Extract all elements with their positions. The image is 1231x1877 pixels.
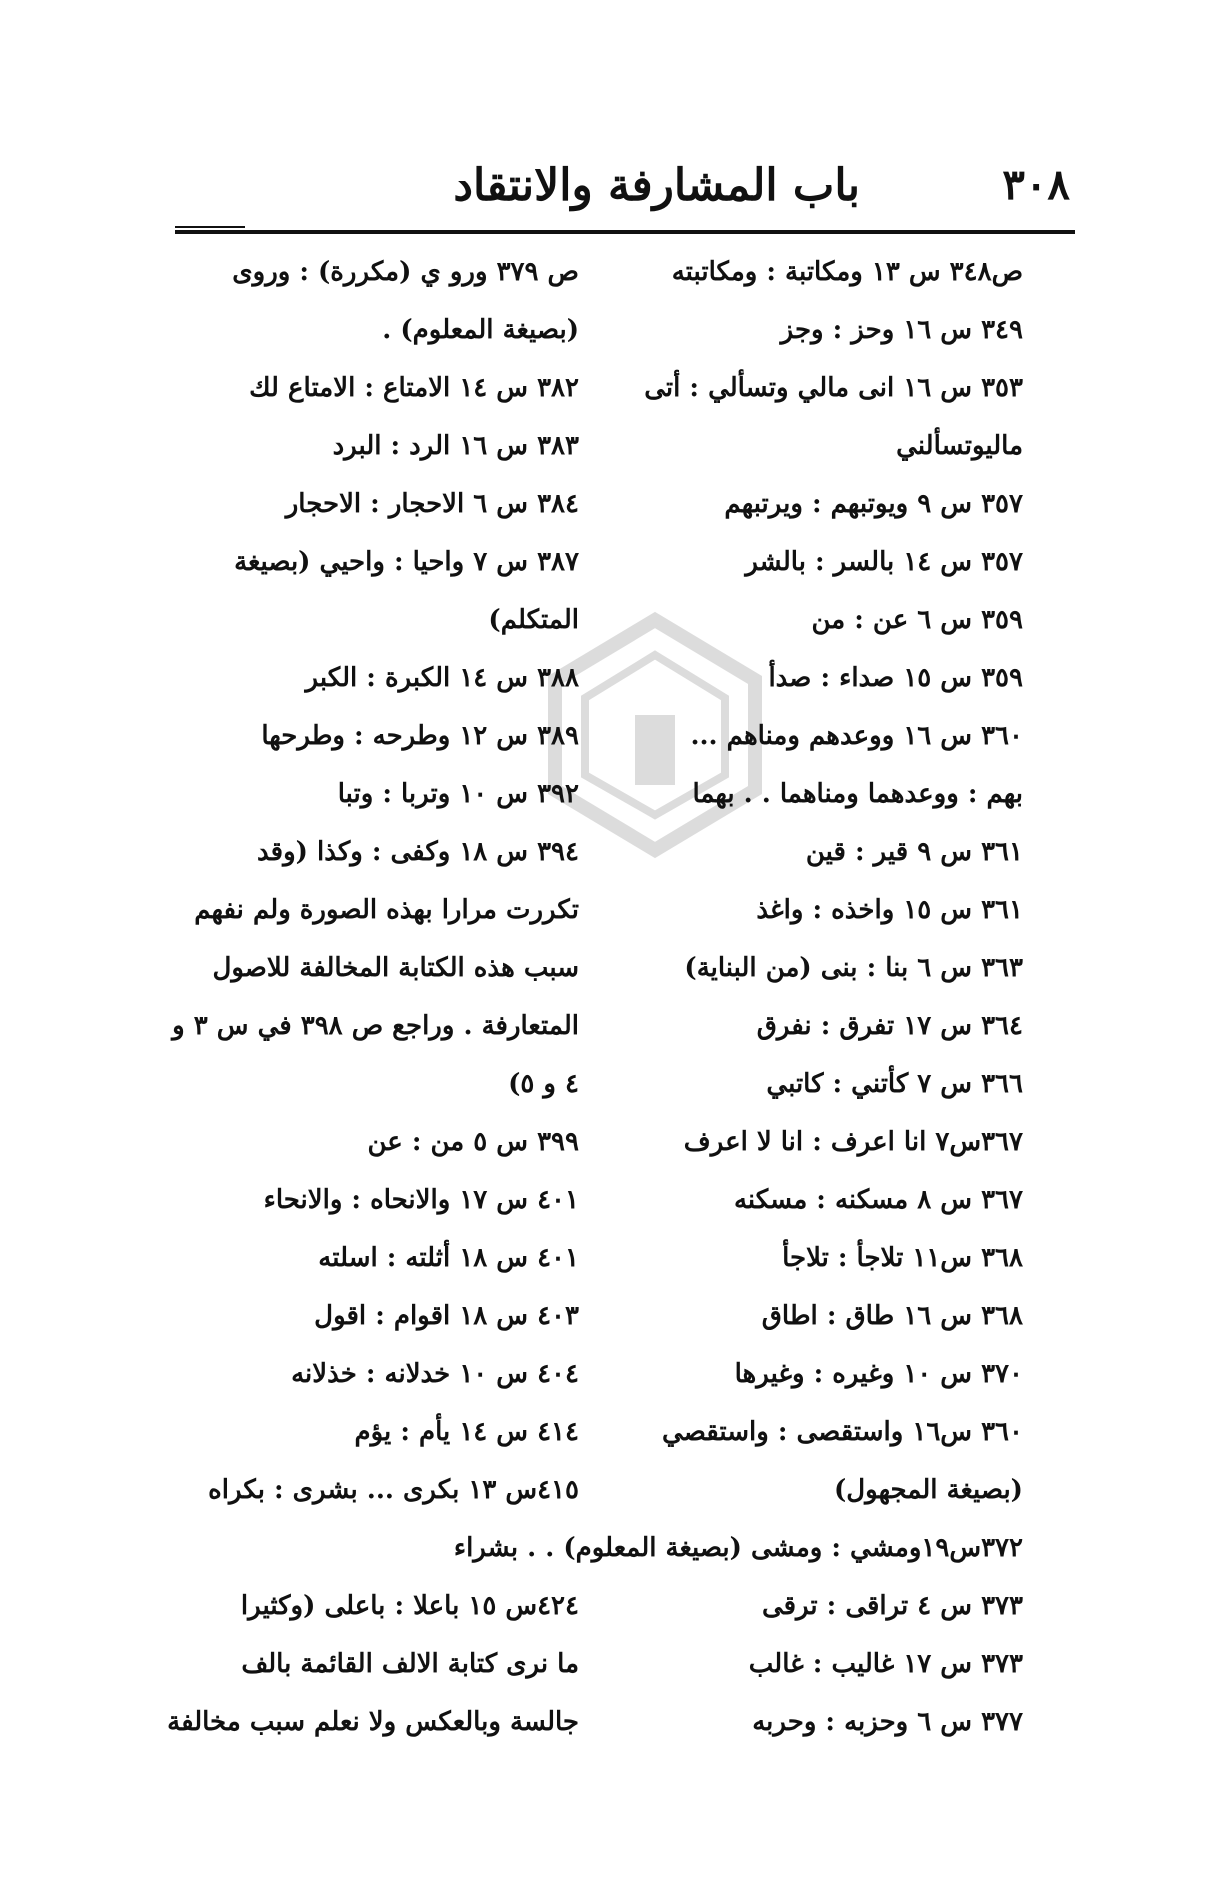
text-line-left: ٣٨٩ س ١٢ وطرحه : وطرحها <box>261 721 579 751</box>
page-number: ٣٠٨ <box>1002 160 1070 209</box>
text-line-left: ٣٩٤ س ١٨ وكفى : وكذا (وقد <box>257 837 579 867</box>
text-line-right: ٣٦٠ س ١٦ ووعدهم ومناهم ... <box>690 721 1023 751</box>
chapter-title: باب المشارفة والانتقاد <box>453 160 860 211</box>
text-line-left: ٤١٥س ١٣ بكرى ... بشرى : بكراه <box>208 1475 579 1505</box>
text-line-left: ٤٠١ س ١٨ أثلته : اسلته <box>318 1243 579 1273</box>
text-line-left: ٤٠٤ س ١٠ خدلانه : خذلانه <box>291 1359 579 1389</box>
text-line-left: ٤ و ٥) <box>508 1069 579 1099</box>
text-line-left: المتكلم) <box>488 605 579 635</box>
text-line-left: جالسة وبالعكس ولا نعلم سبب مخالفة <box>167 1707 579 1737</box>
text-line-right: ٣٤٩ س ١٦ وحز : وجز <box>780 315 1023 345</box>
text-line-left: سبب هذه الكتابة المخالفة للاصول <box>212 953 579 983</box>
text-line-right: ماليوتسألني <box>896 431 1023 461</box>
text-line-left: ٣٨٧ س ٧ واحيا : واحيي (بصيغة <box>234 547 579 577</box>
text-line-right: ٣٦٤ س ١٧ تفرق : نفرق <box>756 1011 1023 1041</box>
text-line-left: تكررت مرارا بهذه الصورة ولم نفهم <box>194 895 579 925</box>
text-line-right: ٣٦٨ س١١ تلاجأ : تلاجأ <box>782 1243 1023 1273</box>
text-line-left: ٣٨٣ س ١٦ الرد : البرد <box>332 431 579 461</box>
text-line-right: ٣٦٣ س ٦ بنا : بنى (من البناية) <box>684 953 1023 983</box>
text-line-right: ٣٥٧ س ١٤ بالسر : بالشر <box>745 547 1023 577</box>
text-line-right: ٣٦٠ س١٦ واستقصى : واستقصي <box>662 1417 1023 1447</box>
text-line-left: ٤٠١ س ١٧ والانحاه : والانحاء <box>263 1185 579 1215</box>
text-line-right: ٣٦٧س٧ انا اعرف : انا لا اعرف <box>683 1127 1023 1157</box>
page-header <box>175 160 1070 220</box>
text-line-right: ٣٥٧ س ٩ ويوتبهم : ويرتبهم <box>724 489 1023 519</box>
text-line-right: ٣٦٧ س ٨ مسكنه : مسكنه <box>733 1185 1023 1215</box>
text-line-left: ص ٣٧٩ ورو ي (مكررة) : وروى <box>232 257 579 287</box>
text-line-left: ٣٨٤ س ٦ الاحجار : الاحجار <box>285 489 579 519</box>
text-line-right: ٣٧٣ س ١٧ غاليب : غالب <box>748 1649 1023 1679</box>
text-line-left: ٤١٤ س ١٤ يأم : يؤم <box>354 1417 579 1447</box>
text-line-left: ٣٨٢ س ١٤ الامتاع : الامتاع لك <box>249 373 579 403</box>
text-line-right: ٣٥٩ س ٦ عن : من <box>811 605 1023 635</box>
text-line-right: ٣٦٦ س ٧ كأتني : كاتبي <box>766 1069 1023 1099</box>
text-line-right: ٣٦١ س ١٥ واخذه : واغذ <box>756 895 1023 925</box>
header-rule-accent <box>175 226 245 228</box>
text-line-left: ما نرى كتابة الالف القائمة بالف <box>241 1649 579 1679</box>
text-line-left: ٤٢٤س ١٥ باعلا : باعلى (وكثيرا <box>240 1591 579 1621</box>
text-line-right: ٣٧٣ س ٤ تراقى : ترقى <box>761 1591 1023 1621</box>
text-line-right: ٣٦٨ س ١٦ طاق : اطاق <box>761 1301 1023 1331</box>
text-line-left: ٣٩٩ س ٥ من : عن <box>367 1127 579 1157</box>
text-line-right: ٣٦١ س ٩ قير : قين <box>805 837 1023 867</box>
text-line-left: (بصيغة المعلوم) . <box>382 315 579 345</box>
text-line-full: بهم : ووعدهما ومناهما . . بهما <box>692 779 1023 809</box>
header-rule <box>175 230 1075 234</box>
text-line-left: ٣٨٨ س ١٤ الكبرة : الكبر <box>305 663 579 693</box>
text-line-full: ٣٧٢س١٩ومشي : ومشى (بصيغة المعلوم) . . بشراء <box>453 1533 1023 1563</box>
text-line-left: ٤٠٣ س ١٨ اقوام : اقول <box>314 1301 579 1331</box>
text-line-right: ٣٧٠ س ١٠ وغيره : وغيرها <box>734 1359 1023 1389</box>
text-line-left: المتعارفة . وراجع ص ٣٩٨ في س ٣ و <box>172 1011 579 1041</box>
text-line-right: ٣٧٧ س ٦ وحزبه : وحربه <box>752 1707 1023 1737</box>
text-line-right: ٣٥٩ س ١٥ صداء : صدأ <box>768 663 1023 693</box>
text-line-left: ٣٩٢ س ١٠ وتربا : وتبا <box>337 779 579 809</box>
text-line-right: ٣٥٣ س ١٦ انى مالي وتسألي : أتى <box>644 373 1023 403</box>
text-line-right: ص٣٤٨ س ١٣ ومكاتبة : ومكاتبته <box>671 257 1023 287</box>
text-line-right: (بصيغة المجهول) <box>833 1475 1023 1505</box>
